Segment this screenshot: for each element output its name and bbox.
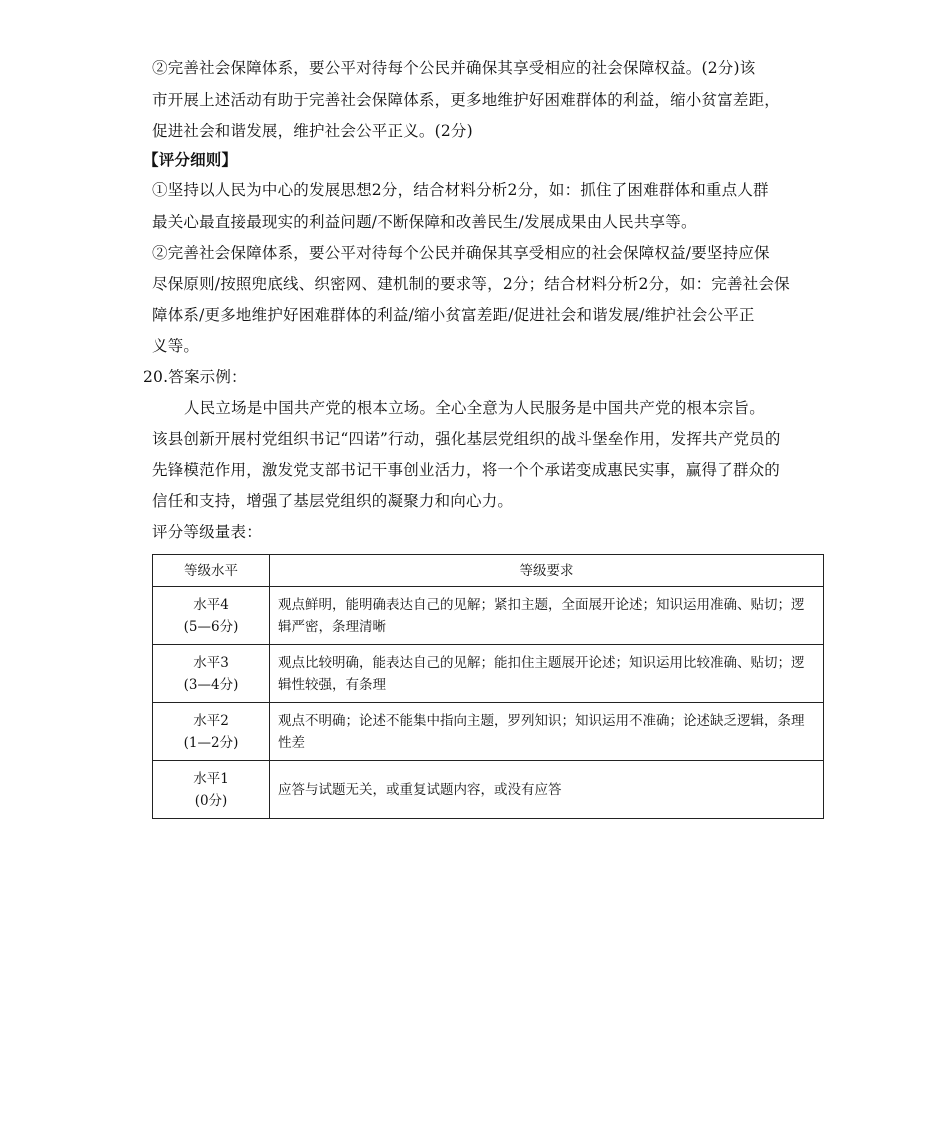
rule-1-line-2: 最关心最直接最现实的利益问题/不断保障和改善民生/发展成果由人民共享等。 [152, 213, 697, 231]
table-row [153, 587, 824, 645]
rule-2-line-2: 尽保原则/按照兜底线、织密网、建机制的要求等，2分；结合材料分析2分，如：完善社会保 [152, 275, 790, 293]
level-score: (5—6分) [183, 618, 239, 635]
level-score: (3—4分) [183, 676, 239, 693]
table-row [153, 761, 824, 819]
header-requirement: 等级要求 [270, 555, 824, 587]
answer-19-2-line-3: 促进社会和谐发展，维护社会公平正义。(2分) [152, 122, 473, 140]
table-row [153, 645, 824, 703]
answer-20-line-1: 人民立场是中国共产党的根本立场。全心全意为人民服务是中国共产党的根本宗旨。 [184, 399, 765, 417]
level-cell [153, 587, 270, 645]
rule-1-line-1: ①坚持以人民为中心的发展思想2分，结合材料分析2分，如：抓住了困难群体和重点人群 [152, 181, 769, 199]
answer-20-line-2: 该县创新开展村党组织书记“四诺”行动，强化基层党组织的战斗堡垒作用，发挥共产党员的 [152, 430, 781, 448]
answer-20-line-3: 先锋模范作用，激发党支部书记干事创业活力，将一个个承诺变成惠民实事，赢得了群众的 [152, 461, 781, 479]
rule-2-line-1: ②完善社会保障体系，要公平对待每个公民并确保其享受相应的社会保障权益/要坚持应保 [152, 244, 770, 262]
requirement-cell: 观点鲜明，能明确表达自己的见解；紧扣主题，全面展开论述；知识运用准确、贴切；逻辑严密，条理清晰 [270, 587, 824, 645]
requirement-cell: 观点比较明确，能表达自己的见解；能扣住主题展开论述；知识运用比较准确、贴切；逻辑性较强，有条理 [270, 645, 824, 703]
level-cell [153, 645, 270, 703]
scoring-rules-heading: 【评分细则】 [143, 150, 238, 169]
grading-scale-table [152, 554, 824, 819]
header-level: 等级水平 [153, 555, 270, 587]
answer-19-2-line-1: ②完善社会保障体系，要公平对待每个公民并确保其享受相应的社会保障权益。(2分)该 [152, 59, 756, 77]
level-name: 水平1 [193, 770, 229, 787]
answer-20-line-4: 信任和支持，增强了基层党组织的凝聚力和向心力。 [152, 492, 514, 510]
requirement-cell: 观点不明确；论述不能集中指向主题，罗列知识；知识运用不准确；论述缺乏逻辑，条理性差 [270, 703, 824, 761]
level-score: (1—2分) [183, 734, 239, 751]
requirement-cell: 应答与试题无关，或重复试题内容，或没有应答 [270, 761, 824, 819]
level-name: 水平4 [193, 596, 229, 613]
level-score: (0分) [194, 792, 228, 809]
rule-2-line-4: 义等。 [152, 337, 200, 355]
answer-19-2-line-2: 市开展上述活动有助于完善社会保障体系，更多地维护好困难群体的利益，缩小贫富差距， [152, 91, 781, 109]
table-caption: 评分等级量表： [152, 523, 262, 541]
level-cell [153, 703, 270, 761]
table-row [153, 703, 824, 761]
level-cell [153, 761, 270, 819]
level-name: 水平2 [193, 712, 229, 729]
question-20-label: 20.答案示例： [143, 368, 247, 386]
table-header-row [153, 555, 824, 587]
rule-2-line-3: 障体系/更多地维护好困难群体的利益/缩小贫富差距/促进社会和谐发展/维护社会公平正 [152, 306, 755, 324]
level-name: 水平3 [193, 654, 229, 671]
